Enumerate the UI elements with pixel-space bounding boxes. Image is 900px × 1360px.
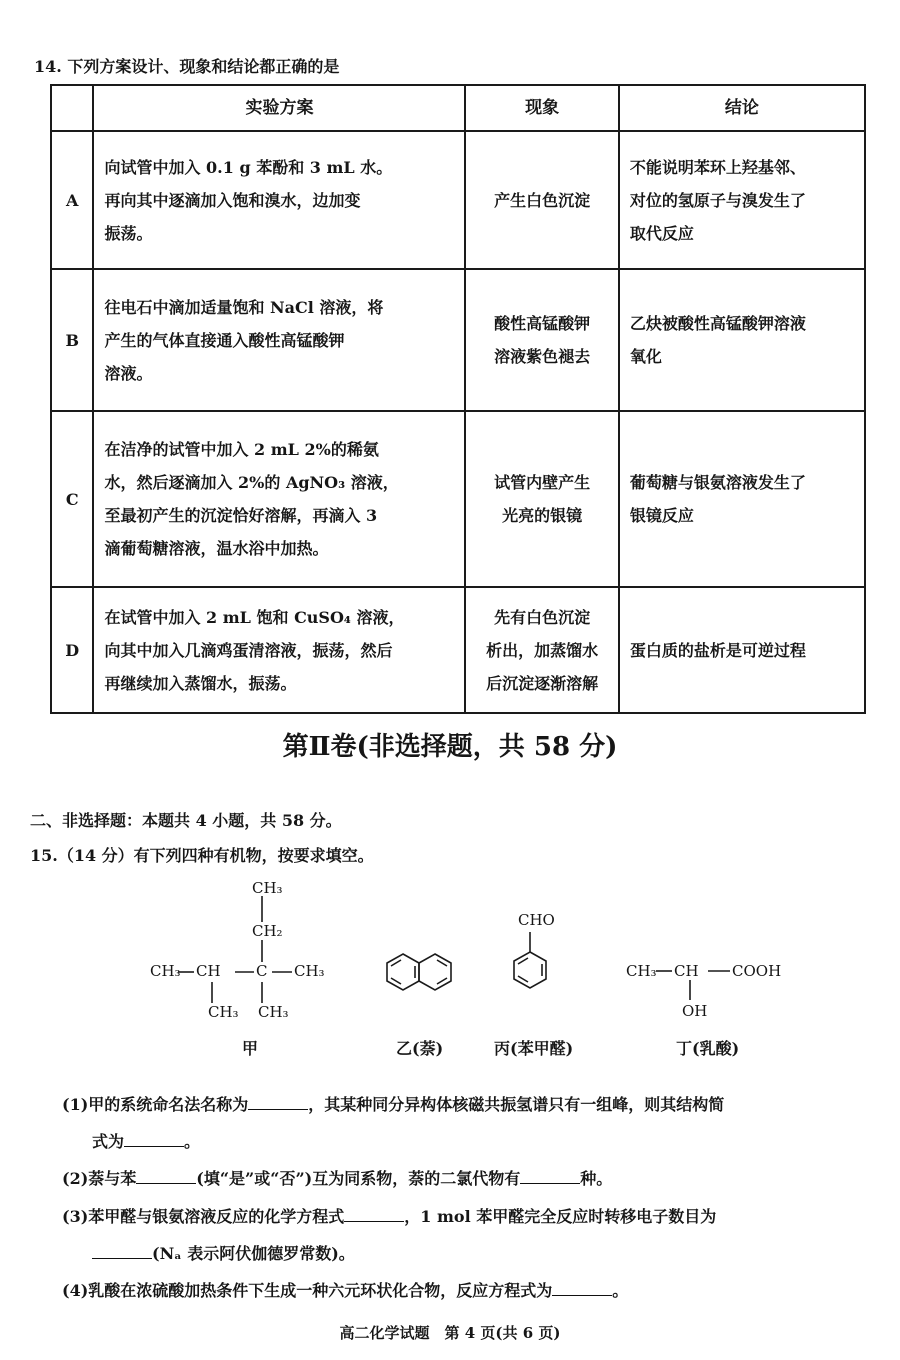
row-option: A [51, 131, 93, 269]
subq-text: ，其某种同分异构体核磁共振氢谱只有一组峰，则其结构简 [308, 1095, 725, 1114]
conclusion-line: 蛋白质的盐析是可逆过程 [629, 640, 806, 660]
header-conclusion: 结论 [619, 85, 865, 131]
subq-text: (4)乳酸在浓硫酸加热条件下生成一种六元环状化合物，反应方程式为 [62, 1281, 553, 1300]
double-bond [391, 960, 401, 966]
yi-caption: 乙(萘) [396, 1039, 444, 1058]
conclusion-line: 不能说明苯环上羟基邻、 [629, 157, 806, 177]
subq-text: ，1 mol 苯甲醛完全反应时转移电子数目为 [404, 1207, 717, 1226]
plan-line: 在洁净的试管中加入 2 mL 2%的稀氨 [104, 440, 379, 459]
ding-ch3: CH₃ [626, 962, 657, 980]
conclusion-line: 葡萄糖与银氨溶液发生了 [629, 473, 806, 492]
jia-c: C [256, 962, 268, 980]
answer-blank[interactable] [520, 1169, 580, 1184]
row-option: C [51, 411, 93, 587]
phenomenon-line: 酸性高锰酸钾 [494, 314, 591, 333]
jia-right-ch3: CH₃ [294, 962, 325, 980]
bing-caption: 丙(苯甲醛) [494, 1039, 574, 1058]
double-bond [518, 958, 528, 964]
plan-line: 在试管中加入 2 mL 饱和 CuSO₄ 溶液， [104, 607, 405, 627]
jia-bottom-right-ch3: CH₃ [258, 1003, 289, 1021]
answer-blank[interactable] [248, 1095, 308, 1110]
conclusion-line: 乙炔被酸性高锰酸钾溶液 [629, 314, 806, 333]
subq-text: 式为 [92, 1132, 125, 1151]
subq-text: 种。 [580, 1169, 613, 1188]
phenomenon-line: 析出，加蒸馏水 [486, 640, 599, 660]
ding-cooh: COOH [732, 962, 782, 980]
plan-line: 产生的气体直接通入酸性高锰酸钾 [104, 330, 345, 350]
phenomenon-line: 产生白色沉淀 [494, 190, 591, 210]
subq-text: (Nₐ 表示阿伏伽德罗常数)。 [152, 1244, 355, 1263]
bing-cho: CHO [518, 911, 555, 929]
subq-text: (2)萘与苯 [62, 1169, 137, 1188]
phenomenon-line: 溶液紫色褪去 [494, 347, 591, 366]
conclusion-line: 银镜反应 [629, 506, 694, 525]
jia-left-ch3: CH₃ [150, 962, 181, 980]
double-bond [437, 960, 447, 966]
plan-line: 水，然后逐滴加入 2%的 AgNO₃ 溶液， [104, 473, 399, 492]
jia-bottom-left-ch3: CH₃ [208, 1003, 239, 1021]
header-phenomenon: 现象 [465, 85, 618, 131]
row-option: D [51, 587, 93, 713]
subq-1-line2 [92, 1129, 200, 1152]
subq-text: (填“是”或“否”)互为同系物，萘的二氯代物有 [196, 1169, 521, 1188]
subq-text: (3)苯甲醛与银氨溶液反应的化学方程式 [62, 1207, 345, 1226]
answer-blank[interactable] [552, 1281, 612, 1296]
subq-text: 。 [612, 1281, 629, 1300]
plan-line: 向试管中加入 0.1 g 苯酚和 3 mL 水。 [104, 157, 393, 177]
answer-blank[interactable] [344, 1207, 404, 1222]
plan-line: 再继续加入蒸馏水，振荡。 [104, 673, 297, 693]
conclusion-line: 氧化 [629, 347, 662, 366]
plan-line: 再向其中逐滴加入饱和溴水，边加变 [104, 190, 361, 210]
subq-3-line1 [62, 1204, 716, 1227]
double-bond [437, 978, 447, 984]
double-bond [518, 976, 528, 982]
conclusion-line: 取代反应 [629, 223, 694, 243]
header-plan: 实验方案 [93, 85, 465, 131]
subq-text: 。 [184, 1132, 201, 1151]
answer-blank[interactable] [92, 1244, 152, 1259]
plan-line: 至最初产生的沉淀恰好溶解，再滴入 3 [104, 506, 378, 525]
ding-oh: OH [682, 1002, 708, 1020]
ding-caption: 丁(乳酸) [676, 1039, 740, 1058]
subq-1-line1 [62, 1092, 724, 1115]
section-title: 第Ⅱ卷(非选择题，共 58 分) [282, 732, 618, 762]
jia-top-ch3: CH₃ [252, 879, 283, 897]
plan-line: 振荡。 [104, 223, 153, 243]
subq-text: (1)甲的系统命名法名称为 [62, 1095, 249, 1114]
jia-ch2: CH₂ [252, 922, 283, 940]
answer-blank[interactable] [136, 1169, 196, 1184]
q14-stem: 14. 下列方案设计、现象和结论都正确的是 [34, 57, 340, 76]
section-heading: 二、非选择题：本题共 4 小题，共 58 分。 [30, 811, 342, 830]
naphthalene-ring-right [419, 954, 451, 990]
row-option: B [51, 269, 93, 411]
subq-2 [62, 1166, 612, 1189]
q15-stem: 15.（14 分）有下列四种有机物，按要求填空。 [30, 846, 374, 865]
answer-blank[interactable] [124, 1132, 184, 1147]
subq-3-line2 [92, 1241, 355, 1264]
phenomenon-line: 先有白色沉淀 [494, 607, 591, 627]
plan-line: 溶液。 [104, 363, 153, 383]
ding-ch: CH [674, 962, 699, 980]
double-bond [391, 978, 401, 984]
phenomenon-line: 试管内壁产生 [494, 473, 591, 492]
plan-line: 滴葡萄糖溶液，温水浴中加热。 [104, 539, 329, 558]
plan-line: 往电石中滴加适量饱和 NaCl 溶液，将 [104, 297, 384, 317]
jia-caption: 甲 [242, 1039, 259, 1058]
phenomenon-line: 光亮的银镜 [502, 506, 583, 525]
jia-ch: CH [196, 962, 221, 980]
subq-4 [62, 1278, 628, 1301]
page-footer: 高二化学试题 第 4 页(共 6 页) [339, 1324, 561, 1342]
phenomenon-line: 后沉淀逐渐溶解 [486, 673, 599, 693]
plan-line: 向其中加入几滴鸡蛋清溶液，振荡，然后 [104, 640, 393, 660]
conclusion-line: 对位的氢原子与溴发生了 [629, 190, 806, 210]
